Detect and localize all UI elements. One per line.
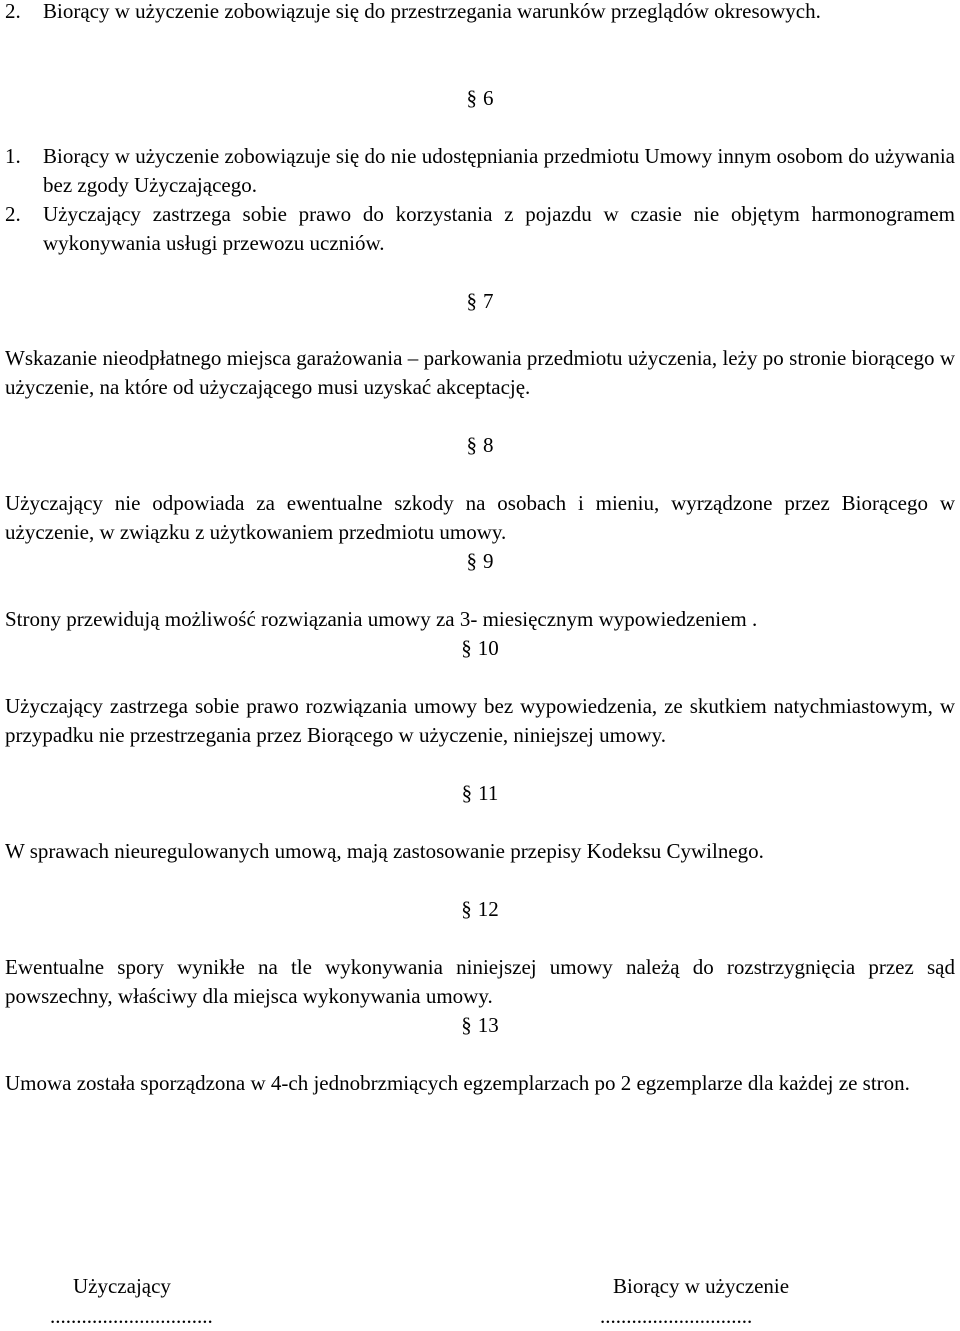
- paragraph-symbol: §: [461, 781, 473, 805]
- section-7-heading: [0, 287, 960, 316]
- paragraph-symbol: §: [461, 897, 472, 921]
- section-8-text: Użyczający nie odpowiada za ewentualne szkody na osobach i mieniu, wyrządzone przez Biorącego w użyczenie, w związku z użytkowaniem przedmiotu umowy.: [5, 491, 955, 544]
- section-12-heading: [0, 895, 960, 924]
- section-number: 6: [483, 86, 494, 110]
- section-5-item-2: [5, 0, 955, 26]
- paragraph-symbol: §: [466, 289, 477, 313]
- paragraph-symbol: §: [466, 86, 477, 110]
- section-number: 12: [477, 897, 499, 921]
- section-number: 11: [478, 781, 499, 805]
- paragraph-symbol: §: [461, 1013, 472, 1037]
- section-12-text: Ewentualne spory wynikłe na tle wykonywania niniejszej umowy należą do rozstrzygnięcia przez sąd powszechny, właściwy dla miejsca wykonywania umowy.: [5, 955, 955, 1008]
- item-text: Biorący w użyczenie zobowiązuje się do nie udostępniania przedmiotu Umowy innym osobom do używania bez zgody Użyczającego.: [43, 144, 955, 197]
- item-text: Biorący w użyczenie zobowiązuje się do przestrzegania warunków przeglądów okresowych.: [43, 0, 821, 23]
- section-11-heading: [0, 779, 960, 808]
- section-number: 8: [483, 433, 494, 457]
- section-6-item-2: [5, 200, 955, 258]
- paragraph-symbol: §: [461, 636, 472, 660]
- signature-label-lender: Użyczający: [73, 1274, 171, 1298]
- item-text: Użyczający zastrzega sobie prawo do korzystania z pojazdu w czasie nie objętym harmonogramem wykonywania usługi przewozu uczniów.: [43, 202, 955, 255]
- section-10-text: Użyczający zastrzega sobie prawo rozwiązania umowy bez wypowiedzenia, ze skutkiem natychmiastowym, w przypadku nie przestrzegania przez Biorącego w użyczenie, niniejszej umowy.: [5, 694, 955, 747]
- item-number: 1.: [5, 144, 21, 168]
- section-number: 10: [477, 636, 499, 660]
- section-number: 9: [483, 549, 494, 573]
- section-6-item-1: [5, 142, 955, 200]
- item-number: 2.: [5, 202, 21, 226]
- section-10-heading: [0, 634, 960, 663]
- signature-line-borrower: .............................: [600, 1304, 753, 1328]
- signature-line-lender: ...............................: [50, 1304, 213, 1328]
- section-8-heading: [0, 431, 960, 460]
- section-number: 13: [477, 1013, 499, 1037]
- section-11-text: W sprawach nieuregulowanych umową, mają zastosowanie przepisy Kodeksu Cywilnego.: [5, 839, 764, 863]
- paragraph-symbol: §: [466, 549, 477, 573]
- section-6-heading: [0, 84, 960, 113]
- section-13-text: Umowa została sporządzona w 4-ch jednobrzmiących egzemplarzach po 2 egzemplarze dla każdej ze stron.: [5, 1071, 910, 1095]
- section-13-heading: [0, 1011, 960, 1040]
- section-number: 7: [483, 289, 494, 313]
- section-9-heading: [0, 547, 960, 576]
- signature-label-borrower: Biorący w użyczenie: [613, 1274, 790, 1298]
- section-7-text: Wskazanie nieodpłatnego miejsca garażowania – parkowania przedmiotu użyczenia, leży po stronie biorącego w użyczenie, na które od użyczającego musi uzyskać akceptację.: [5, 346, 955, 399]
- paragraph-symbol: §: [466, 433, 477, 457]
- item-number: 2.: [5, 0, 21, 23]
- section-9-text: Strony przewidują możliwość rozwiązania umowy za 3- miesięcznym wypowiedzeniem .: [5, 607, 758, 631]
